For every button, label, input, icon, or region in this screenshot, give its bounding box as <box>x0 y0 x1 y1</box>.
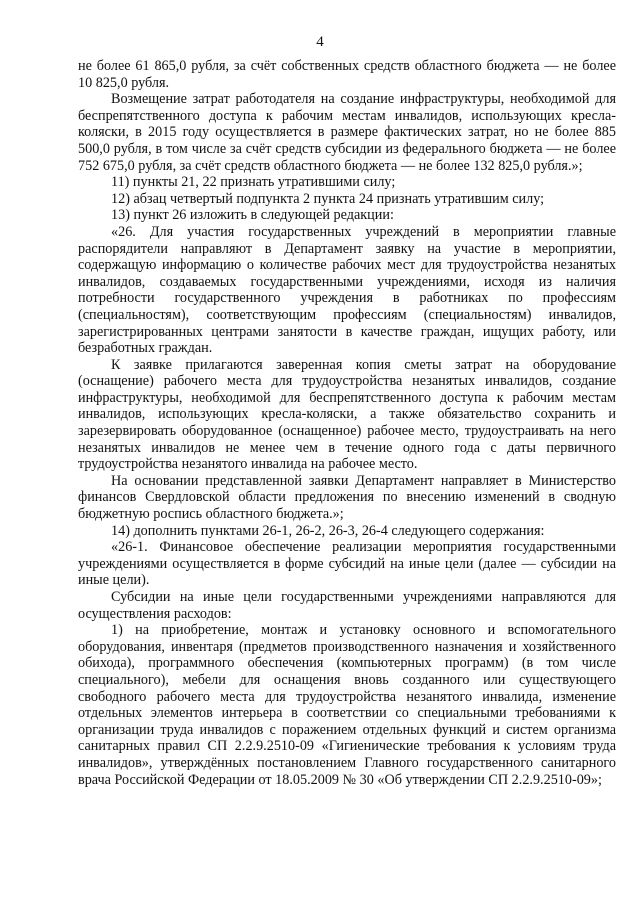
paragraph: Возмещение затрат работодателя на создание инфраструктуры, необходимой для беспрепятственного доступа к рабочим местам инвалидов, использующих кресла-коляски, в 2015 году осуществляется в размере фактических затрат, но не более 885 500,0 рубля, в том числе за счёт средств субсидии из федерального бюджета — не более 752 675,0 рубля, за счёт средств областного бюджета — не более 132 825,0 рубля.»; <box>78 91 616 174</box>
paragraph: Субсидии на иные цели государственными учреждениями направляются для осуществления расходов: <box>78 589 616 622</box>
paragraph: На основании представленной заявки Департамент направляет в Министерство финансов Свердловской области предложения по внесению изменений в сводную бюджетную роспись областного бюджета.»; <box>78 472 616 523</box>
document-body <box>78 58 616 788</box>
paragraph: К заявке прилагаются заверенная копия сметы затрат на оборудование (оснащение) рабочего места для трудоустройства незанятых инвалидов, создание инфраструктуры, необходимой для беспрепятственного доступа к рабочим местам инвалидов, использующих кресла-коляски, а также обязательство сохранить и зарезервировать оборудованное (оснащенное) рабочее место, трудоустраивать на него незанятых инвалидов не менее чем в течение одного года с даты первичного трудоустройства незанятого инвалида на рабочее место. <box>78 356 616 473</box>
paragraph: «26-1. Финансовое обеспечение реализации мероприятия государственными учреждениями осуществляется в форме субсидий на иные цели (далее — субсидии на иные цели). <box>78 539 616 589</box>
paragraph: 1) на приобретение, монтаж и установку основного и вспомогательного оборудования, инвентаря (предметов производственного назначения и хозяйственного обихода), программного обеспечения (компьютерных программ) (в том числе специального), мебели для оснащения вновь созданного или существующего свободного рабочего места для трудоустройства незанятого инвалида, изменение отдельных элементов интерьера в соответствии со специальными требованиями к организации труда инвалидов с поражением отдельных функций и систем организма санитарных правил СП 2.2.9.2510-09 «Гигиенические требования к условиям труда инвалидов», утверждённых постановлением Главного государственного санитарного врача Российской Федерации от 18.05.2009 № 30 «Об утверждении СП 2.2.9.2510-09»; <box>78 622 616 788</box>
paragraph: 14) дополнить пунктами 26-1, 26-2, 26-3, 26-4 следующего содержания: <box>111 522 545 539</box>
paragraph: не более 61 865,0 рубля, за счёт собственных средств областного бюджета — не более 10 825,0 рубля. <box>78 58 616 91</box>
paragraph: «26. Для участия государственных учреждений в мероприятии главные распорядители направляют в Департамент заявку на участие в мероприятии, содержащую информацию о количестве рабочих мест для трудоустройства незанятых инвалидов, создаваемых государственными учреждениями, исходя из наличия потребности государственного учреждения в работниках по профессиям (специальностям), соответствующим профессиям (специальностям) инвалидов, зарегистрированных центрами занятости в качестве граждан, ищущих работу, или безработных граждан. <box>78 223 616 357</box>
paragraph: 12) абзац четвертый подпункта 2 пункта 24 признать утратившим силу; <box>111 190 545 207</box>
page-number: 4 <box>316 34 324 50</box>
paragraph: 11) пункты 21, 22 признать утратившими силу; <box>111 174 396 191</box>
paragraph: 13) пункт 26 изложить в следующей редакции: <box>111 207 394 224</box>
